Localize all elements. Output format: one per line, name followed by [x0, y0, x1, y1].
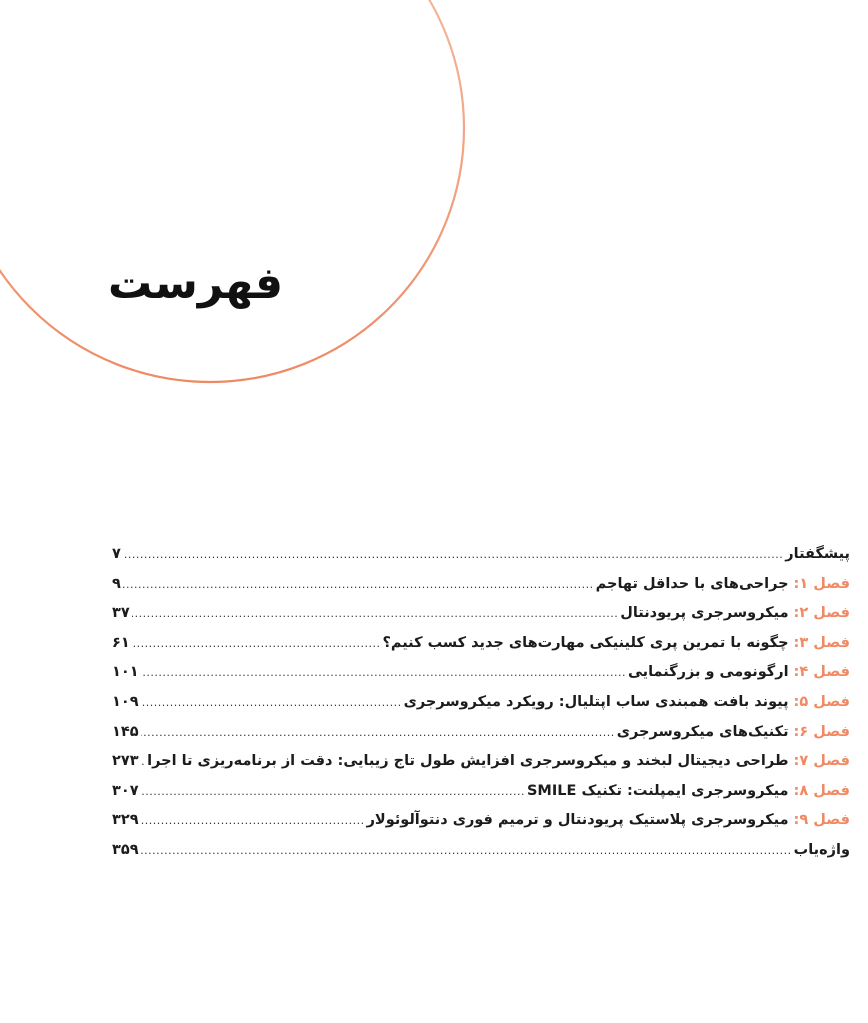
- toc-entry-chapter: فصل ۷:: [793, 753, 850, 770]
- toc-entry-title: پیشگفتار: [785, 546, 850, 562]
- toc-entry-page: ۲۷۳: [112, 753, 139, 770]
- dot-leader: [123, 578, 594, 591]
- dot-leader: [141, 844, 792, 857]
- toc-entry-chapter: فصل ۳:: [793, 634, 850, 651]
- toc-entry-page: ۱۰۹: [112, 693, 139, 710]
- decorative-circle: [0, 0, 868, 400]
- table-of-contents: [112, 546, 850, 872]
- toc-entry-title: ارگونومی و بزرگنمایی: [627, 664, 789, 681]
- toc-entry-page: ۳۲۹: [112, 812, 139, 829]
- dot-leader: [141, 785, 525, 798]
- toc-entry-page: ۳۷: [112, 605, 130, 622]
- toc-entry[interactable]: [112, 635, 850, 665]
- toc-entry-title: واژه‌یاب: [793, 841, 850, 858]
- toc-entry-title: چگونه با تمرین پری کلینیکی مهارت‌های جدید کسب کنیم؟: [382, 634, 789, 651]
- toc-entry[interactable]: [112, 812, 850, 842]
- toc-entry-page: ۷: [112, 546, 121, 562]
- toc-entry-page: ۱۰۱: [112, 664, 139, 681]
- toc-entry[interactable]: [112, 724, 850, 754]
- toc-entry-page: ۱۴۵: [112, 723, 139, 740]
- toc-entry-chapter: فصل ۵:: [793, 693, 850, 710]
- toc-entry-title: جراحی‌های با حداقل تهاجم: [595, 575, 789, 592]
- toc-entry-chapter: فصل ۱:: [793, 575, 850, 592]
- toc-entry-title: طراحی دیجیتال لبخند و میکروسرجری افزایش طول تاج زیبایی: دقت از برنامه‌ریزی تا اجرا: [147, 753, 789, 770]
- dot-leader: [123, 548, 783, 561]
- dot-leader: [141, 814, 365, 827]
- toc-entry[interactable]: [112, 694, 850, 724]
- page-title: فهرست: [108, 258, 284, 309]
- toc-entry-title: میکروسرجری پلاستیک پریودنتال و ترمیم فوری دنتوآلوئولار: [366, 812, 789, 829]
- toc-entry-chapter: فصل ۲:: [793, 605, 850, 622]
- toc-entry[interactable]: [112, 753, 850, 783]
- toc-entry-chapter: فصل ۶:: [793, 723, 850, 740]
- dot-leader: [132, 637, 381, 650]
- toc-entry-title: پیوند بافت همبندی ساب اپتلیال: رویکرد میکروسرجری: [403, 693, 789, 710]
- toc-entry[interactable]: [112, 664, 850, 694]
- toc-entry-page: ۶۱: [112, 634, 130, 651]
- toc-entry-chapter: فصل ۴:: [793, 664, 850, 681]
- toc-entry[interactable]: [112, 783, 850, 813]
- dot-leader: [141, 755, 146, 768]
- dot-leader: [141, 726, 615, 739]
- toc-entry[interactable]: [112, 842, 850, 872]
- toc-entry-title: میکروسرجری پریودنتال: [620, 605, 789, 622]
- toc-entry[interactable]: [112, 605, 850, 635]
- toc-entry-page: ۳۰۷: [112, 782, 139, 799]
- toc-entry-chapter: فصل ۹:: [793, 812, 850, 829]
- toc-entry[interactable]: [112, 576, 850, 606]
- toc-entry-title: میکروسرجری ایمپلنت: تکنیک SMILE: [526, 782, 789, 799]
- dot-leader: [141, 696, 402, 709]
- toc-entry-chapter: فصل ۸:: [793, 782, 850, 799]
- dot-leader: [141, 666, 626, 679]
- toc-entry-title: تکنیک‌های میکروسرجری: [616, 723, 789, 740]
- toc-entry-page: ۹: [112, 575, 121, 592]
- toc-entry[interactable]: [112, 546, 850, 576]
- toc-entry-page: ۳۵۹: [112, 841, 139, 858]
- dot-leader: [132, 607, 619, 620]
